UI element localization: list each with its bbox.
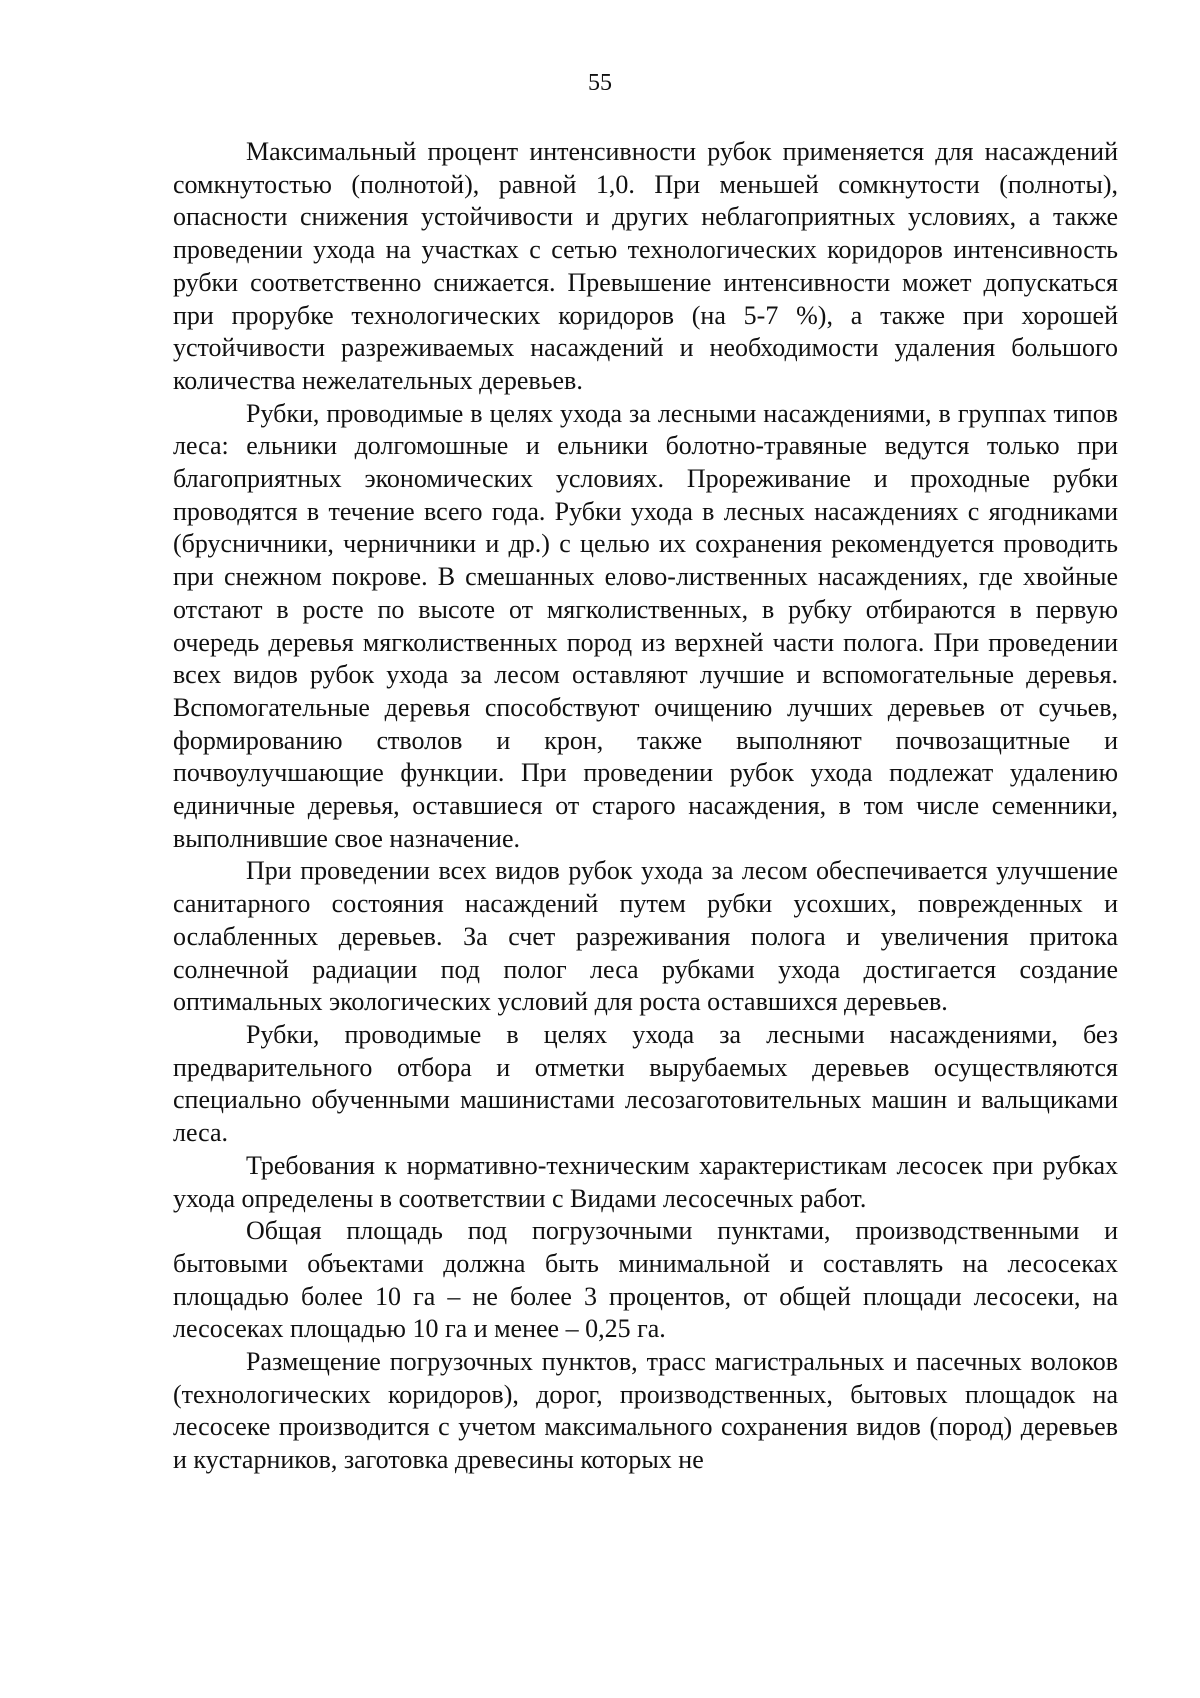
page-number: 55 <box>588 70 612 96</box>
paragraph: Рубки, проводимые в целях ухода за лесными насаждениями, без предварительного отбора и отметки вырубаемых деревьев осуществляются специально обученными машинистами лесозаготовительных машин и вальщиками леса. <box>173 1019 1118 1148</box>
document-body <box>173 136 1118 1477</box>
paragraph: Общая площадь под погрузочными пунктами, производственными и бытовыми объектами должна быть минимальной и составлять на лесосеках площадью более 10 га – не более 3 процентов, от общей площади лесосеки, на лесосеках площадью 10 га и менее – 0,25 га. <box>173 1216 1118 1344</box>
paragraph: Размещение погрузочных пунктов, трасс магистральных и пасечных волоков (технологических коридоров), дорог, производственных, бытовых площадок на лесосеке производится с учетом максимального сохранения видов (пород) деревьев и кустарников, заготовка древесины которых не <box>173 1347 1118 1475</box>
paragraph: Рубки, проводимые в целях ухода за лесными насаждениями, в группах типов леса: ельники долгомошные и ельники болотно-травяные ведутся только при благоприятных экономических условиях. Прореживание и проходные рубки проводятся в течение всего года. Рубки ухода в лесных насаждениях с ягодниками (брусничники, черничники и др.) с целью их сохранения рекомендуется проводить при снежном покрове. В смешанных елово-лиственных насаждениях, где хвойные отстают в росте по высоте от мягколиственных, в рубку отбираются в первую очередь деревья мягколиственных пород из верхней части полога. При проведении всех видов рубок ухода за лесом оставляют лучшие и вспомогательные деревья. Вспомогательные деревья способствуют очищению лучших деревьев от сучьев, формированию стволов и крон, также выполняют почвозащитные и почвоулучшающие функции. При проведении рубок ухода подлежат удалению единичные деревья, оставшиеся от старого насаждения, в том числе семенники, выполнившие свое назначение. <box>173 398 1118 853</box>
paragraph: При проведении всех видов рубок ухода за лесом обеспечивается улучшение санитарного состояния насаждений путем рубки усохших, поврежденных и ослабленных деревьев. За счет разреживания полога и увеличения притока солнечной радиации под полог леса рубками ухода достигается создание оптимальных экологических условий для роста оставшихся деревьев. <box>173 856 1118 1017</box>
paragraph: Максимальный процент интенсивности рубок применяется для насаждений сомкнутостью (полнотой), равной 1,0. При меньшей сомкнутости (полноты), опасности снижения устойчивости и других неблагоприятных условиях, а также проведении ухода на участках с сетью технологических коридоров интенсивность рубки соответственно снижается. Превышение интенсивности может допускаться при прорубке технологических коридоров (на 5-7 %), а также при хорошей устойчивости разреживаемых насаждений и необходимости удаления большого количества нежелательных деревьев. <box>173 137 1118 395</box>
paragraph: Требования к нормативно-техническим характеристикам лесосек при рубках ухода определены в соответствии с Видами лесосечных работ. <box>173 1150 1118 1213</box>
